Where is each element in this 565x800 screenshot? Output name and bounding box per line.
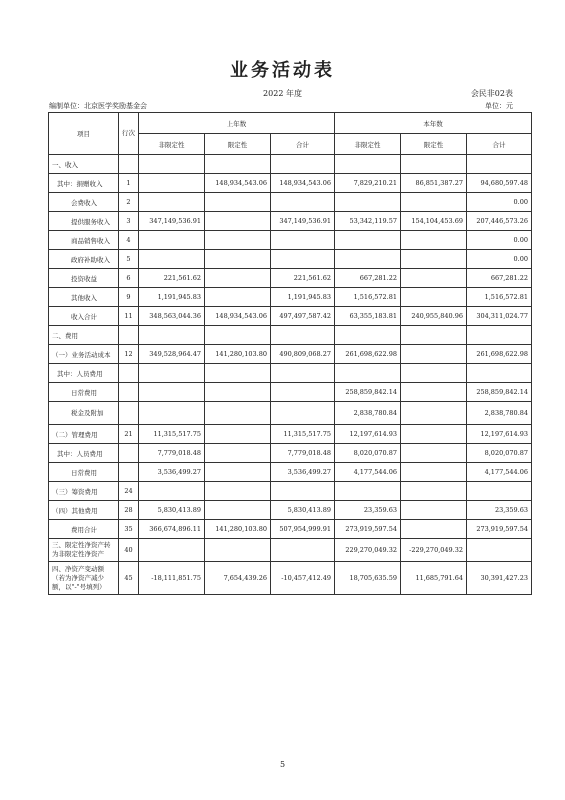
curr-unrestricted-cell: 667,281.22 bbox=[335, 269, 401, 288]
table-row bbox=[49, 425, 532, 444]
prev-total-cell bbox=[271, 539, 335, 562]
form-code: 会民非02表 bbox=[470, 89, 513, 98]
prev-total-cell: 3,536,499.27 bbox=[271, 463, 335, 482]
row-line-number: 45 bbox=[119, 562, 139, 595]
prev-total-cell bbox=[271, 402, 335, 425]
curr-restricted-cell bbox=[401, 364, 467, 383]
prev-total-cell bbox=[271, 364, 335, 383]
curr-total-cell bbox=[467, 364, 532, 383]
row-line-number: 35 bbox=[119, 520, 139, 539]
row-label: （一）业务活动成本 bbox=[49, 345, 119, 364]
curr-unrestricted-cell: 23,359.63 bbox=[335, 501, 401, 520]
prev-total-cell bbox=[271, 231, 335, 250]
curr-unrestricted-cell: 2,838,780.84 bbox=[335, 402, 401, 425]
header-prev-unrestricted: 非限定性 bbox=[139, 134, 205, 155]
prev-unrestricted-cell bbox=[139, 174, 205, 193]
header-prev-year: 上年数 bbox=[139, 113, 335, 134]
curr-restricted-cell: 11,685,791.64 bbox=[401, 562, 467, 595]
prev-restricted-cell bbox=[205, 501, 271, 520]
prev-restricted-cell bbox=[205, 364, 271, 383]
header-line: 行次 bbox=[119, 113, 139, 155]
prev-unrestricted-cell: 7,779,018.48 bbox=[139, 444, 205, 463]
row-line-number bbox=[119, 463, 139, 482]
header-item: 项目 bbox=[49, 113, 119, 155]
page-number: 5 bbox=[279, 760, 286, 769]
prev-total-cell: 347,149,536.91 bbox=[271, 212, 335, 231]
row-label: 商品销售收入 bbox=[49, 231, 119, 250]
curr-total-cell: 12,197,614.93 bbox=[467, 425, 532, 444]
curr-restricted-cell bbox=[401, 383, 467, 402]
prev-unrestricted-cell: 5,830,413.89 bbox=[139, 501, 205, 520]
table-row bbox=[49, 463, 532, 482]
curr-total-cell: 261,698,622.98 bbox=[467, 345, 532, 364]
curr-restricted-cell: 154,104,453.69 bbox=[401, 212, 467, 231]
row-line-number bbox=[119, 444, 139, 463]
table-row bbox=[49, 364, 532, 383]
curr-unrestricted-cell bbox=[335, 364, 401, 383]
row-label: 其中：捐赠收入 bbox=[49, 174, 119, 193]
header-prev-restricted: 限定性 bbox=[205, 134, 271, 155]
table-row bbox=[49, 212, 532, 231]
curr-restricted-cell bbox=[401, 444, 467, 463]
curr-restricted-cell bbox=[401, 193, 467, 212]
table-row bbox=[49, 231, 532, 250]
curr-restricted-cell bbox=[401, 288, 467, 307]
prev-unrestricted-cell: 11,315,517.75 bbox=[139, 425, 205, 444]
row-label: （四）其他费用 bbox=[49, 501, 119, 520]
row-line-number: 28 bbox=[119, 501, 139, 520]
curr-total-cell bbox=[467, 482, 532, 501]
table-row bbox=[49, 155, 532, 174]
row-line-number: 12 bbox=[119, 345, 139, 364]
row-line-number: 21 bbox=[119, 425, 139, 444]
curr-total-cell: 4,177,544.06 bbox=[467, 463, 532, 482]
header-curr-year: 本年数 bbox=[335, 113, 532, 134]
header-curr-unrestricted: 非限定性 bbox=[335, 134, 401, 155]
curr-total-cell: 0.00 bbox=[467, 250, 532, 269]
curr-total-cell: 94,680,597.48 bbox=[467, 174, 532, 193]
curr-total-cell: 30,391,427.23 bbox=[467, 562, 532, 595]
table-row bbox=[49, 383, 532, 402]
row-label: 四、净资产变动额（若为净资产减少额，以"-"号填列） bbox=[49, 562, 119, 595]
curr-restricted-cell bbox=[401, 482, 467, 501]
row-label: 费用合计 bbox=[49, 520, 119, 539]
curr-unrestricted-cell bbox=[335, 326, 401, 345]
table-row bbox=[49, 482, 532, 501]
curr-restricted-cell bbox=[401, 345, 467, 364]
table-row bbox=[49, 520, 532, 539]
row-line-number: 40 bbox=[119, 539, 139, 562]
row-label: 税金及附加 bbox=[49, 402, 119, 425]
prev-total-cell: 5,830,413.89 bbox=[271, 501, 335, 520]
row-line-number: 3 bbox=[119, 212, 139, 231]
table-row bbox=[49, 444, 532, 463]
table-row bbox=[49, 562, 532, 595]
curr-unrestricted-cell: 258,859,842.14 bbox=[335, 383, 401, 402]
curr-unrestricted-cell: 261,698,622.98 bbox=[335, 345, 401, 364]
prev-restricted-cell: 141,280,103.80 bbox=[205, 520, 271, 539]
row-line-number bbox=[119, 326, 139, 345]
prev-restricted-cell bbox=[205, 193, 271, 212]
curr-restricted-cell: 86,851,387.27 bbox=[401, 174, 467, 193]
curr-restricted-cell bbox=[401, 326, 467, 345]
prev-total-cell: 497,497,587.42 bbox=[271, 307, 335, 326]
table-row bbox=[49, 326, 532, 345]
prev-total-cell: -10,457,412.49 bbox=[271, 562, 335, 595]
row-line-number: 11 bbox=[119, 307, 139, 326]
table-row bbox=[49, 174, 532, 193]
prev-total-cell bbox=[271, 250, 335, 269]
prev-unrestricted-cell bbox=[139, 193, 205, 212]
curr-restricted-cell bbox=[401, 463, 467, 482]
curr-unrestricted-cell: 229,270,049.32 bbox=[335, 539, 401, 562]
curr-total-cell bbox=[467, 155, 532, 174]
table-row bbox=[49, 250, 532, 269]
row-label: 其中：人员费用 bbox=[49, 444, 119, 463]
curr-unrestricted-cell: 4,177,544.06 bbox=[335, 463, 401, 482]
row-label: 三、限定性净资产转为非限定性净资产 bbox=[49, 539, 119, 562]
curr-unrestricted-cell: 53,342,119.57 bbox=[335, 212, 401, 231]
report-year: 2022 年度 bbox=[263, 89, 302, 98]
row-line-number: 5 bbox=[119, 250, 139, 269]
row-label: 二、费用 bbox=[49, 326, 119, 345]
prev-unrestricted-cell bbox=[139, 231, 205, 250]
curr-unrestricted-cell: 12,197,614.93 bbox=[335, 425, 401, 444]
prev-restricted-cell bbox=[205, 463, 271, 482]
curr-unrestricted-cell: 273,919,597.54 bbox=[335, 520, 401, 539]
prev-unrestricted-cell: 349,528,964.47 bbox=[139, 345, 205, 364]
curr-total-cell: 258,859,842.14 bbox=[467, 383, 532, 402]
table-row bbox=[49, 501, 532, 520]
row-label: 会费收入 bbox=[49, 193, 119, 212]
curr-restricted-cell: 240,955,840.96 bbox=[401, 307, 467, 326]
prev-unrestricted-cell bbox=[139, 250, 205, 269]
prev-restricted-cell bbox=[205, 383, 271, 402]
prev-restricted-cell bbox=[205, 482, 271, 501]
curr-unrestricted-cell bbox=[335, 193, 401, 212]
curr-unrestricted-cell bbox=[335, 155, 401, 174]
prev-unrestricted-cell: 1,191,945.83 bbox=[139, 288, 205, 307]
row-label: 日常费用 bbox=[49, 463, 119, 482]
curr-restricted-cell bbox=[401, 501, 467, 520]
prev-unrestricted-cell bbox=[139, 539, 205, 562]
row-line-number: 4 bbox=[119, 231, 139, 250]
curr-unrestricted-cell: 1,516,572.81 bbox=[335, 288, 401, 307]
prev-unrestricted-cell: 3,536,499.27 bbox=[139, 463, 205, 482]
table-row bbox=[49, 402, 532, 425]
organization-label: 编制单位：北京医学奖励基金会 bbox=[49, 102, 147, 110]
prev-total-cell bbox=[271, 193, 335, 212]
prev-restricted-cell: 141,280,103.80 bbox=[205, 345, 271, 364]
row-line-number: 2 bbox=[119, 193, 139, 212]
table-row bbox=[49, 193, 532, 212]
header-prev-total: 合计 bbox=[271, 134, 335, 155]
header-curr-restricted: 限定性 bbox=[401, 134, 467, 155]
curr-total-cell: 2,838,780.84 bbox=[467, 402, 532, 425]
curr-restricted-cell bbox=[401, 269, 467, 288]
prev-total-cell bbox=[271, 482, 335, 501]
row-label: （二）管理费用 bbox=[49, 425, 119, 444]
row-label: 投资收益 bbox=[49, 269, 119, 288]
curr-restricted-cell bbox=[401, 425, 467, 444]
table-row bbox=[49, 288, 532, 307]
unit-label: 单位：元 bbox=[485, 102, 513, 110]
prev-unrestricted-cell: 221,561.62 bbox=[139, 269, 205, 288]
curr-total-cell: 207,446,573.26 bbox=[467, 212, 532, 231]
prev-total-cell: 1,191,945.83 bbox=[271, 288, 335, 307]
curr-restricted-cell bbox=[401, 520, 467, 539]
row-label: 一、收入 bbox=[49, 155, 119, 174]
row-line-number: 6 bbox=[119, 269, 139, 288]
curr-total-cell: 1,516,572.81 bbox=[467, 288, 532, 307]
prev-restricted-cell bbox=[205, 288, 271, 307]
prev-restricted-cell: 148,934,543.06 bbox=[205, 307, 271, 326]
curr-restricted-cell bbox=[401, 155, 467, 174]
row-label: （三）筹资费用 bbox=[49, 482, 119, 501]
curr-total-cell bbox=[467, 539, 532, 562]
prev-restricted-cell bbox=[205, 444, 271, 463]
row-line-number: 1 bbox=[119, 174, 139, 193]
curr-restricted-cell bbox=[401, 250, 467, 269]
prev-unrestricted-cell: -18,111,851.75 bbox=[139, 562, 205, 595]
curr-unrestricted-cell bbox=[335, 231, 401, 250]
table-row bbox=[49, 269, 532, 288]
curr-total-cell: 0.00 bbox=[467, 193, 532, 212]
prev-unrestricted-cell: 347,149,536.91 bbox=[139, 212, 205, 231]
prev-restricted-cell: 148,934,543.06 bbox=[205, 174, 271, 193]
row-line-number bbox=[119, 155, 139, 174]
prev-restricted-cell bbox=[205, 212, 271, 231]
row-label: 日常费用 bbox=[49, 383, 119, 402]
row-label: 政府补助收入 bbox=[49, 250, 119, 269]
curr-unrestricted-cell bbox=[335, 250, 401, 269]
prev-unrestricted-cell bbox=[139, 482, 205, 501]
row-line-number bbox=[119, 383, 139, 402]
table-row bbox=[49, 307, 532, 326]
prev-total-cell: 11,315,517.75 bbox=[271, 425, 335, 444]
prev-unrestricted-cell: 348,563,044.36 bbox=[139, 307, 205, 326]
curr-total-cell: 0.00 bbox=[467, 231, 532, 250]
curr-restricted-cell: -229,270,049.32 bbox=[401, 539, 467, 562]
prev-unrestricted-cell bbox=[139, 402, 205, 425]
prev-total-cell bbox=[271, 326, 335, 345]
prev-unrestricted-cell: 366,674,896.11 bbox=[139, 520, 205, 539]
row-label: 其中：人员费用 bbox=[49, 364, 119, 383]
curr-total-cell bbox=[467, 326, 532, 345]
page-title: 业务活动表 bbox=[230, 60, 335, 81]
prev-total-cell: 490,809,068.27 bbox=[271, 345, 335, 364]
curr-total-cell: 8,020,070.87 bbox=[467, 444, 532, 463]
curr-unrestricted-cell: 63,355,183.81 bbox=[335, 307, 401, 326]
prev-unrestricted-cell bbox=[139, 364, 205, 383]
curr-unrestricted-cell: 7,829,210.21 bbox=[335, 174, 401, 193]
prev-total-cell: 507,954,999.91 bbox=[271, 520, 335, 539]
row-label: 提供服务收入 bbox=[49, 212, 119, 231]
row-label: 其他收入 bbox=[49, 288, 119, 307]
header-curr-total: 合计 bbox=[467, 134, 532, 155]
prev-unrestricted-cell bbox=[139, 155, 205, 174]
table-row bbox=[49, 539, 532, 562]
prev-restricted-cell bbox=[205, 539, 271, 562]
curr-total-cell: 23,359.63 bbox=[467, 501, 532, 520]
curr-unrestricted-cell: 18,705,635.59 bbox=[335, 562, 401, 595]
prev-restricted-cell bbox=[205, 425, 271, 444]
row-line-number: 24 bbox=[119, 482, 139, 501]
prev-total-cell bbox=[271, 383, 335, 402]
row-line-number bbox=[119, 364, 139, 383]
prev-restricted-cell: 7,654,439.26 bbox=[205, 562, 271, 595]
curr-total-cell: 304,311,024.77 bbox=[467, 307, 532, 326]
curr-unrestricted-cell bbox=[335, 482, 401, 501]
prev-restricted-cell bbox=[205, 269, 271, 288]
row-line-number bbox=[119, 402, 139, 425]
prev-total-cell: 221,561.62 bbox=[271, 269, 335, 288]
prev-total-cell: 7,779,018.48 bbox=[271, 444, 335, 463]
prev-restricted-cell bbox=[205, 231, 271, 250]
business-activity-table bbox=[48, 112, 532, 595]
curr-unrestricted-cell: 8,020,070.87 bbox=[335, 444, 401, 463]
table-row bbox=[49, 345, 532, 364]
prev-restricted-cell bbox=[205, 155, 271, 174]
prev-restricted-cell bbox=[205, 402, 271, 425]
prev-unrestricted-cell bbox=[139, 326, 205, 345]
prev-unrestricted-cell bbox=[139, 383, 205, 402]
curr-restricted-cell bbox=[401, 402, 467, 425]
prev-total-cell bbox=[271, 155, 335, 174]
curr-total-cell: 667,281.22 bbox=[467, 269, 532, 288]
row-label: 收入合计 bbox=[49, 307, 119, 326]
prev-restricted-cell bbox=[205, 326, 271, 345]
row-line-number: 9 bbox=[119, 288, 139, 307]
prev-total-cell: 148,934,543.06 bbox=[271, 174, 335, 193]
prev-restricted-cell bbox=[205, 250, 271, 269]
curr-total-cell: 273,919,597.54 bbox=[467, 520, 532, 539]
curr-restricted-cell bbox=[401, 231, 467, 250]
